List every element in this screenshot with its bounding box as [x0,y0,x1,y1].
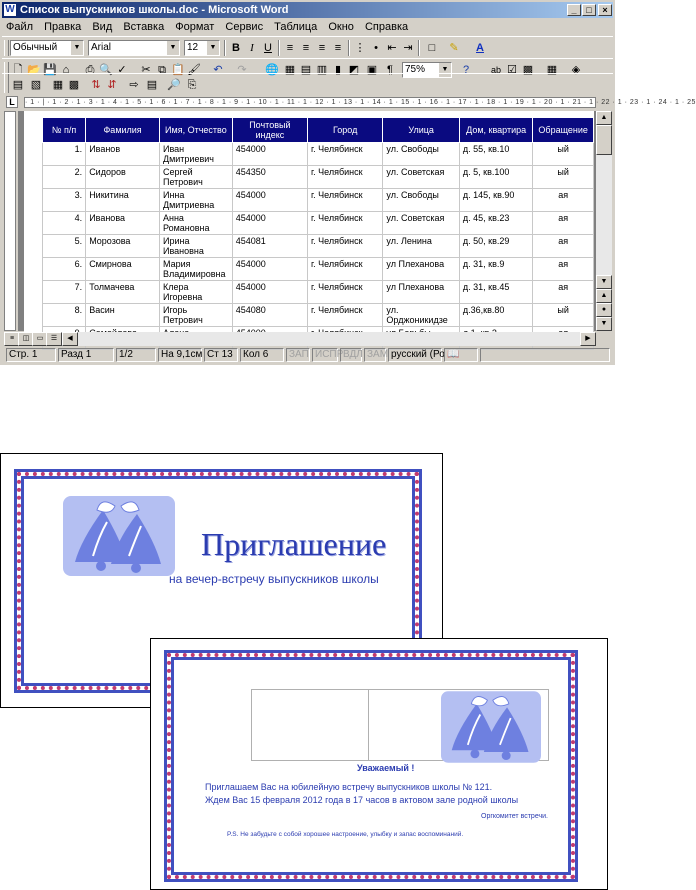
status-language[interactable]: русский (Ро [388,348,442,362]
status-ovr[interactable]: ЗАМ [364,348,386,362]
font-color-icon[interactable]: A [476,42,484,54]
font-value: Arial [91,42,112,53]
table-cell[interactable]: ул. Свободы [383,189,459,212]
organizer-signature: Оргкомитет встречи. [481,813,548,820]
format-painter-icon[interactable]: 🖌 [187,64,201,76]
table-cell[interactable]: ый [533,143,594,166]
scroll-right-button[interactable]: ▶ [580,332,596,346]
vertical-ruler [4,111,16,331]
scroll-left-button[interactable]: ◀ [62,332,78,346]
status-column: Кол 6 [240,348,284,362]
menu-view[interactable]: Вид [92,21,113,33]
status-page: Стр. 1 [6,348,56,362]
scroll-down-button[interactable]: ▼ [596,275,612,289]
invitation-title: Приглашение [201,526,387,562]
border-icon[interactable]: □ [428,42,436,54]
increase-indent-icon[interactable]: ⇥ [403,42,413,54]
close-button[interactable]: × [598,4,612,16]
open-icon[interactable]: 📂 [27,64,41,76]
table-cell[interactable]: д. 145, кв.90 [459,189,532,212]
salutation: Уважаемый ! [357,763,415,773]
table-cell[interactable]: ая [533,281,594,304]
table-cell[interactable]: 8. [43,304,86,327]
column-header[interactable]: Город [307,118,382,143]
table-cell[interactable]: 6. [43,258,86,281]
table-cell[interactable]: 454000 [232,258,307,281]
align-left-icon[interactable]: ≡ [286,42,294,54]
redo-icon[interactable]: ↷ [237,64,247,76]
status-line: Ст 13 [204,348,238,362]
tab-selector[interactable]: L [6,96,18,108]
menu-bar [2,19,613,36]
columns-icon[interactable]: ▮ [334,64,342,76]
save-icon[interactable]: 💾 [43,64,57,76]
print-layout-button[interactable]: ▭ [32,332,48,346]
document-map-icon[interactable]: ▣ [366,64,378,76]
status-position: На 9,1см [158,348,202,362]
table-cell[interactable]: ул Плеханова [383,281,459,304]
cut-icon[interactable]: ✂ [141,64,151,76]
find-entry-icon[interactable]: 🔎 [167,79,181,91]
table-cell[interactable]: Игорь Петрович [159,304,232,327]
table-cell[interactable]: ул. Советская [383,166,459,189]
table-cell[interactable]: д. 45, кв.23 [459,212,532,235]
table-cell[interactable]: г. Челябинск [307,166,382,189]
table-cell[interactable]: ая [533,189,594,212]
table-body [43,143,594,350]
menu-format[interactable]: Формат [175,21,215,33]
table-cell[interactable]: 4. [43,212,86,235]
invitation-line-1: Приглашаем Вас на юбилейную встречу выпускников школы № 121. [205,782,493,792]
merge-to-printer-icon[interactable]: ⎘ [187,79,197,91]
document-area [18,111,596,331]
status-ext[interactable]: ВДЛ [340,348,362,362]
menu-table[interactable]: Таблица [274,21,318,33]
table-cell[interactable]: Сергей Петрович [159,166,232,189]
print-preview-icon[interactable]: 🔍 [99,64,113,76]
column-header[interactable]: Обращение [533,118,594,143]
bullet-list-icon[interactable]: • [374,42,378,54]
table-row[interactable] [43,281,594,304]
main-document-icon[interactable]: ▤ [12,79,24,91]
column-header[interactable]: Улица [383,118,459,143]
horizontal-ruler[interactable] [2,95,696,109]
table-cell[interactable]: д. 5, кв.100 [459,166,532,189]
paste-icon[interactable]: 📋 [171,64,185,76]
table-cell[interactable]: Морозова [86,235,160,258]
table-cell[interactable]: д. 31, кв.9 [459,258,532,281]
graduates-table[interactable] [42,117,594,350]
font-size-value: 12 [187,42,199,53]
table-cell[interactable]: 454081 [232,235,307,258]
table-row[interactable] [43,304,594,327]
minimize-button[interactable]: _ [567,4,581,16]
postscript: P.S. Не забудьте с собой хорошее настроение, улыбку и запас воспоминаний. [227,831,464,838]
table-cell[interactable]: Смирнова [86,258,160,281]
open-data-source-icon[interactable]: ▧ [30,79,42,91]
column-header[interactable]: Имя, Отчество [159,118,232,143]
invitation-card-inside [150,638,608,890]
menu-help[interactable]: Справка [364,21,409,33]
table-cell[interactable]: 2. [43,166,86,189]
invitation-line-2: Ждем Вас 15 февраля 2012 года в 17 часов в актовом зале родной школы [205,795,519,805]
table-header-row [43,118,594,143]
status-rec[interactable]: ЗАП [286,348,310,362]
table-cell[interactable]: Ирина Ивановна [159,235,232,258]
select-browse-object-button[interactable]: ● [596,303,612,317]
ruler-track: · 1 · | · 1 · 2 · 1 · 3 · 1 · 4 · 1 · 5 · 1 · 6 · 1 · 7 · 1 · 8 · 1 · 9 · 1 · 10 · 1 · 11 · 1 · 12 · 1 · 13 · 1 · 14 · 1 · 15 · 1 · 16 · 1 · 17 · 1 · 18 · 1 · 19 · 1 · 20 · 1 · 21 · 1 · 22 · 1 · 23 · 1 · 24 · 1 · 25 [25,99,696,106]
status-trk[interactable]: ИСПР [312,348,338,362]
word-window [0,0,696,365]
menu-insert[interactable]: Вставка [123,21,165,33]
abc-icon[interactable]: ab [490,65,501,75]
table-cell[interactable]: 454000 [232,212,307,235]
table-cell[interactable]: 1. [43,143,86,166]
bells-icon [441,691,541,763]
shading-icon[interactable]: ◈ [571,64,581,76]
table-cell[interactable]: Васин [86,304,160,327]
table-cell[interactable]: ул. Советская [383,212,459,235]
table-cell[interactable]: г. Челябинск [307,258,382,281]
table-cell[interactable]: Иванова [86,212,160,235]
underline-button[interactable]: U [264,42,272,54]
column-header[interactable]: Фамилия [86,118,160,143]
word-icon: W [5,4,15,15]
normal-view-button[interactable]: ≡ [4,332,20,346]
next-page-button[interactable]: ▼ [596,317,612,331]
table-row[interactable] [43,258,594,281]
chevron-down-icon: ▼ [167,41,179,55]
table-cell[interactable]: д. 31, кв.45 [459,281,532,304]
table-cell[interactable]: 454080 [232,304,307,327]
new-document-icon[interactable]: 🗋 [13,64,23,76]
table-cell[interactable]: Инна Дмитриевна [159,189,232,212]
scroll-thumb[interactable] [596,125,612,155]
help-icon[interactable]: ? [462,64,470,76]
table-cell[interactable]: ул. Ленина [383,235,459,258]
table-cell[interactable]: д. 55, кв.10 [459,143,532,166]
table-row[interactable] [43,235,594,258]
form-icon[interactable]: ▦ [546,64,558,76]
justify-icon[interactable]: ≡ [334,42,342,54]
table-cell[interactable]: 5. [43,235,86,258]
table-cell[interactable]: Никитина [86,189,160,212]
chevron-down-icon: ▼ [207,41,219,55]
print-icon[interactable]: ⎙ [85,64,95,76]
table-cell[interactable]: 454000 [232,143,307,166]
column-header[interactable]: № п/п [43,118,86,143]
column-header[interactable]: Дом, квартира [459,118,532,143]
table-cell[interactable]: Клера Игоревна [159,281,232,304]
table-cell[interactable]: ул. Орджоникидзе [383,304,459,327]
maximize-button[interactable]: □ [582,4,596,16]
checkbox-icon[interactable]: ☑ [507,64,517,76]
document-page[interactable] [24,111,594,341]
web-view-button[interactable]: ◫ [18,332,34,346]
permission-icon[interactable]: ⌂ [62,64,70,76]
previous-page-button[interactable]: ▲ [596,289,612,303]
italic-button[interactable]: I [250,42,254,54]
chevron-down-icon: ▼ [439,63,451,77]
menu-file[interactable]: Файл [6,21,34,33]
table-cell[interactable]: г. Челябинск [307,281,382,304]
drawing-icon[interactable]: ◩ [348,64,360,76]
table-cell[interactable]: г. Челябинск [307,304,382,327]
show-hide-icon[interactable]: ¶ [387,64,393,76]
table-cell[interactable]: 454000 [232,189,307,212]
horizontal-scrollbar[interactable] [4,332,596,346]
align-right-icon[interactable]: ≡ [318,42,326,54]
highlight-icon[interactable]: ✎ [449,42,459,54]
status-section: Разд 1 [58,348,114,362]
insert-merge-field-icon[interactable]: ⇨ [129,79,139,91]
chevron-down-icon: ▼ [71,41,83,55]
hyperlink-icon[interactable]: 🌐 [265,64,279,76]
decrease-indent-icon[interactable]: ⇤ [387,42,397,54]
field-icon[interactable]: ▩ [522,64,534,76]
table-row[interactable] [43,189,594,212]
menu-tools[interactable]: Сервис [225,21,264,33]
formatting-toolbar [2,36,613,59]
status-bar [2,347,613,363]
table-cell[interactable]: 3. [43,189,86,212]
table-cell[interactable]: г. Челябинск [307,212,382,235]
bells-icon [63,496,175,576]
recipients-icon[interactable]: ▦ [52,79,64,91]
insert-table-icon[interactable]: ▤ [300,64,312,76]
merge-fields-icon[interactable]: ▩ [68,79,80,91]
menu-window[interactable]: Окно [328,21,354,33]
sort-descending-icon[interactable]: ⇵ [107,79,117,91]
style-value: Обычный [13,42,58,53]
table-cell[interactable]: Толмачева [86,281,160,304]
title-bar [2,2,613,18]
table-cell[interactable]: ый [533,304,594,327]
numbered-list-icon[interactable]: ⋮ [354,42,366,54]
table-row[interactable] [43,143,594,166]
font-size-select[interactable] [184,40,220,56]
table-cell[interactable]: 7. [43,281,86,304]
table-cell[interactable]: ая [533,212,594,235]
merge-to-document-icon[interactable]: ▤ [146,79,158,91]
table-cell[interactable]: г. Челябинск [307,235,382,258]
scroll-up-button[interactable]: ▲ [596,111,612,125]
mail-merge-toolbar [2,73,613,96]
table-row[interactable] [43,212,594,235]
table-cell[interactable]: д.36,кв.80 [459,304,532,327]
spelling-status-icon[interactable]: 📖 [444,348,478,362]
column-header[interactable]: Почтовый индекс [232,118,307,143]
table-cell[interactable]: Анна Романовна [159,212,232,235]
table-cell[interactable]: ый [533,166,594,189]
table-cell[interactable]: ая [533,235,594,258]
table-cell[interactable]: г. Челябинск [307,143,382,166]
table-cell[interactable]: ая [533,258,594,281]
table-cell[interactable]: г. Челябинск [307,189,382,212]
font-select[interactable] [88,40,180,56]
vertical-scrollbar[interactable] [596,111,612,331]
zoom-value: 75% [405,64,426,75]
align-center-icon[interactable]: ≡ [302,42,310,54]
copy-icon[interactable]: ⧉ [158,64,166,76]
outline-view-button[interactable]: ☰ [46,332,62,346]
spelling-icon[interactable]: ✓ [117,64,127,76]
table-cell[interactable]: Мария Владимировна [159,258,232,281]
invitation-subtitle: на вечер-встречу выпускников школы [169,572,379,586]
insert-excel-icon[interactable]: ▥ [316,64,328,76]
bold-button[interactable]: B [232,42,240,54]
menu-edit[interactable]: Правка [44,21,82,33]
table-cell[interactable]: 454350 [232,166,307,189]
sort-ascending-icon[interactable]: ⇅ [91,79,101,91]
style-select[interactable] [10,40,84,56]
table-cell[interactable]: Сидоров [86,166,160,189]
undo-icon[interactable]: ↶ [213,64,223,76]
table-cell[interactable]: д. 50, кв.29 [459,235,532,258]
status-pages: 1/2 [116,348,156,362]
table-cell[interactable]: Иван Дмитриевич [159,143,232,166]
table-cell[interactable]: Иванов [86,143,160,166]
table-cell[interactable]: ул. Свободы [383,143,459,166]
window-title: Список выпускников школы.doc - Microsoft Word [20,4,289,16]
table-cell[interactable]: ул Плеханова [383,258,459,281]
table-cell[interactable]: 454000 [232,281,307,304]
table-row[interactable] [43,166,594,189]
tables-borders-icon[interactable]: ▦ [284,64,296,76]
